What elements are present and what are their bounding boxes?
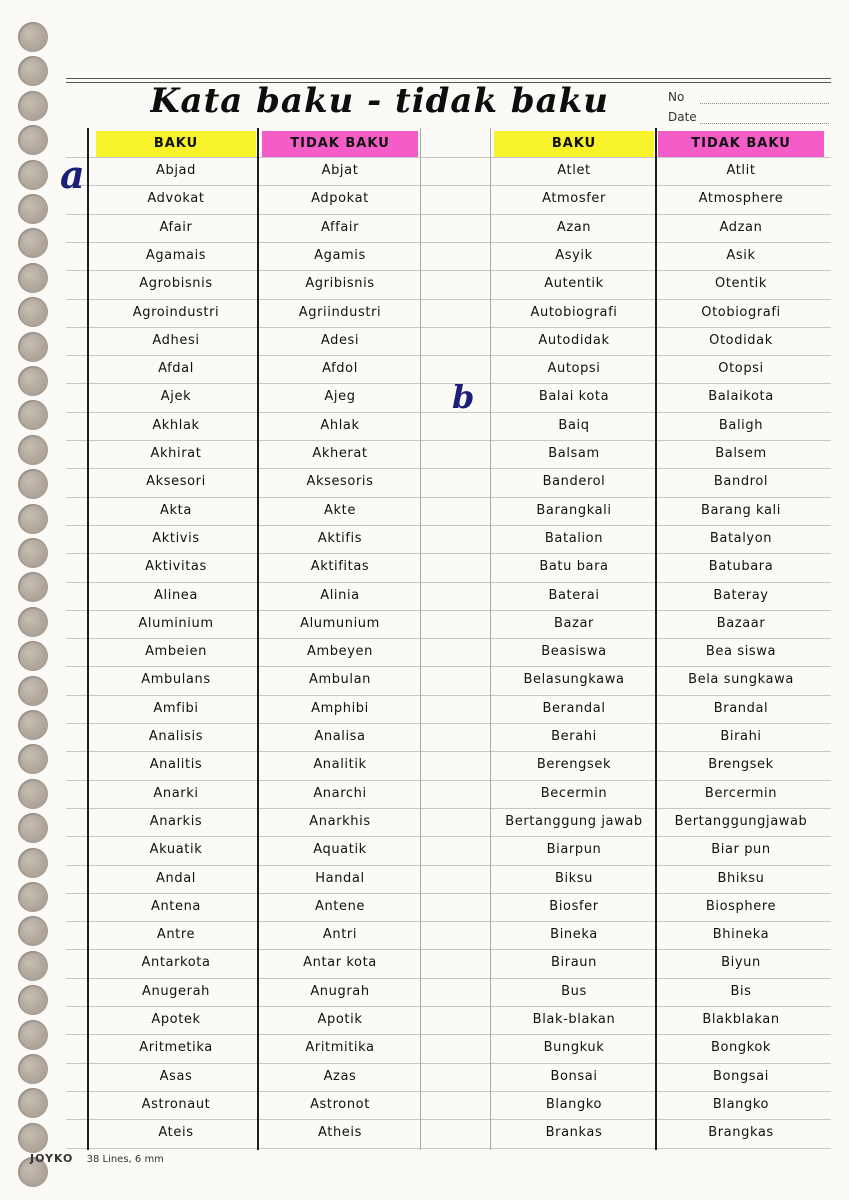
binder-hole [18,435,48,465]
left-baku-word: Analitis [149,757,203,772]
right-baku-word: Autobiografi [530,305,618,320]
binder-hole [18,297,48,327]
binder-hole [18,813,48,843]
section-letter-a: a [60,152,85,197]
left-baku-word: Akuatik [149,842,203,857]
left-baku-word: Andal [156,871,196,886]
binder-hole [18,1088,48,1118]
right-tidak-baku-word: Biar pun [711,842,771,857]
left-baku-word: Antre [156,927,196,942]
binder-hole [18,469,48,499]
left-tidak-baku-word: Analisa [314,729,366,744]
right-tidak-baku-word: Brangkas [708,1125,774,1140]
page-footer [30,1152,164,1165]
left-tidak-baku-word: Agamis [314,248,366,263]
right-baku-word: Azan [556,220,592,235]
date-line [700,123,829,124]
left-baku-word: Agamais [145,248,207,263]
binder-hole [18,366,48,396]
right-tidak-baku-word: Barang kali [701,503,781,518]
right-baku-word: Baiq [558,418,590,433]
left-baku-word: Abjad [156,163,196,178]
left-tidak-baku-word: Afdol [322,361,358,376]
right-tidak-baku-word: Bhineka [712,927,770,942]
left-tidak-baku-word: Anarkhis [309,814,371,829]
left-baku-word: Adhesi [152,333,200,348]
left-baku-word: Anarkis [149,814,203,829]
left-baku-word: Advokat [147,191,205,206]
right-baku-word: Atlet [557,163,591,178]
left-tidak-baku-word: Antene [314,899,366,914]
binder-hole [18,676,48,706]
right-tidak-baku-word: Bazaar [716,616,766,631]
binder-hole [18,641,48,671]
right-tidak-baku-word: Otodidak [709,333,773,348]
right-baku-word: Blangko [545,1097,603,1112]
paper-spec: 38 Lines, 6 mm [86,1154,164,1165]
right-baku-word: Autopsi [547,361,601,376]
left-baku-word: Akhlak [152,418,200,433]
right-tidak-baku-word: Biosphere [705,899,777,914]
binder-hole [18,951,48,981]
left-tidak-baku-word: Aktifitas [310,559,370,574]
right-baku-word: Bungkuk [543,1040,605,1055]
left-baku-word: Ambulans [141,672,211,687]
left-tidak-baku-word: Adpokat [311,191,369,206]
right-baku-word: Balai kota [538,389,610,404]
right-tidak-baku-word: Atlit [726,163,756,178]
left-tidak-baku-word: Ajeg [324,389,356,404]
no-label: No [668,90,685,104]
left-tidak-baku-word: Aritmitika [305,1040,375,1055]
binder-hole [18,400,48,430]
left-tidak-baku-word: Atheis [318,1125,362,1140]
left-column-divider [257,128,259,1150]
left-baku-word: Antarkota [141,955,211,970]
right-baku-word: Banderol [542,474,606,489]
left-baku-word: Aktivis [152,531,200,546]
page-title: Kata baku - tidak baku [150,81,609,121]
left-tidak-baku-word: Ambulan [308,672,372,687]
left-baku-word: Amfibi [153,701,199,716]
right-tidak-baku-word: Batalyon [709,531,773,546]
left-baku-word: Afdal [158,361,194,376]
binder-hole [18,332,48,362]
right-tidak-baku-word: Bateray [713,588,769,603]
right-tidak-baku-word: Bhiksu [717,871,765,886]
right-baku-word: Bus [561,984,587,999]
left-tidak-baku-word: Aquatik [313,842,367,857]
left-tidak-baku-word: Antar kota [303,955,377,970]
right-baku-word: Berandal [542,701,606,716]
page-top-rule [66,78,831,79]
left-tidak-baku-word: Aktifis [317,531,363,546]
left-tidak-baku-word: Affair [320,220,360,235]
right-tidak-baku-word: Brengsek [708,757,774,772]
right-baku-word: Biksu [554,871,594,886]
right-tidak-baku-word: Balsem [715,446,767,461]
right-tidak-baku-word: Atmosphere [698,191,784,206]
left-baku-word: Aksesori [146,474,206,489]
right-tidak-baku-word: Bis [730,984,752,999]
left-tidak-baku-word: Aksesoris [306,474,374,489]
right-column-divider [655,128,657,1150]
left-table-edge [420,128,421,1150]
binder-hole [18,779,48,809]
right-tidak-baku-word: Balaikota [708,389,774,404]
date-label: Date [668,110,697,124]
right-tidak-baku-word: Baligh [718,418,764,433]
right-tidak-baku-word: Biyun [721,955,761,970]
binder-hole [18,263,48,293]
right-tidak-baku-word: Bongsai [713,1069,769,1084]
binder-hole [18,538,48,568]
left-baku-word: Anugerah [142,984,210,999]
left-baku-word: Aluminium [138,616,214,631]
left-tidak-baku-word: Alumunium [300,616,380,631]
binder-hole [18,91,48,121]
right-baku-word: Batalion [544,531,604,546]
right-baku-word: Autentik [544,276,604,291]
right-tidak-baku-word: Blakblakan [702,1012,780,1027]
left-baku-word: Akhirat [150,446,202,461]
left-baku-word: Aktivitas [145,559,207,574]
ruled-line [66,1148,831,1149]
binder-hole [18,916,48,946]
right-baku-word: Berengsek [536,757,612,772]
right-table-edge [490,128,491,1150]
header-baku-left: BAKU [96,131,256,157]
binder-hole [18,194,48,224]
binder-hole [18,848,48,878]
binder-hole [18,744,48,774]
left-baku-word: Analisis [148,729,204,744]
binder-hole [18,22,48,52]
left-tidak-baku-word: Alinia [320,588,360,603]
binder-hole [18,985,48,1015]
right-baku-word: Bertanggung jawab [505,814,643,829]
left-tidak-baku-word: Analitik [313,757,367,772]
binder-hole [18,160,48,190]
left-baku-word: Agroindustri [132,305,220,320]
header-tidak-baku-left: TIDAK BAKU [262,131,418,157]
left-tidak-baku-word: Agriindustri [298,305,382,320]
left-tidak-baku-word: Akte [324,503,356,518]
right-baku-word: Autodidak [538,333,610,348]
right-baku-word: Batu bara [539,559,609,574]
brand-logo: JOYKO [30,1152,74,1165]
left-baku-word: Apotek [151,1012,201,1027]
binder-hole [18,607,48,637]
left-baku-word: Anarki [153,786,199,801]
right-tidak-baku-word: Bandrol [713,474,769,489]
right-tidak-baku-word: Adzan [719,220,763,235]
left-tidak-baku-word: Ahlak [320,418,360,433]
left-tidak-baku-word: Amphibi [311,701,369,716]
right-tidak-baku-word: Bertanggungjawab [674,814,808,829]
right-tidak-baku-word: Otentik [714,276,767,291]
right-baku-word: Atmosfer [542,191,606,206]
left-baku-word: Agrobisnis [139,276,213,291]
right-baku-word: Brankas [545,1125,603,1140]
binder-hole [18,572,48,602]
header-baku-right: BAKU [494,131,654,157]
right-baku-word: Belasungkawa [523,672,625,687]
left-baku-word: Afair [159,220,193,235]
left-tidak-baku-word: Anarchi [313,786,367,801]
header-tidak-baku-right: TIDAK BAKU [658,131,824,157]
binder-hole [18,882,48,912]
binder-holes [18,22,52,1182]
right-tidak-baku-word: Blangko [712,1097,770,1112]
left-tidak-baku-word: Abjat [321,163,359,178]
left-tidak-baku-word: Azas [323,1069,357,1084]
right-baku-word: Biarpun [546,842,602,857]
right-tidak-baku-word: Bea siswa [705,644,777,659]
left-tidak-baku-word: Adesi [320,333,360,348]
right-tidak-baku-word: Batubara [708,559,774,574]
right-baku-word: Asyik [555,248,593,263]
left-tidak-baku-word: Ambeyen [307,644,373,659]
right-baku-word: Barangkali [536,503,612,518]
left-baku-word: Ajek [160,389,192,404]
right-tidak-baku-word: Otobiografi [701,305,781,320]
right-tidak-baku-word: Birahi [720,729,762,744]
left-tidak-baku-word: Anugrah [310,984,370,999]
no-line [700,103,829,104]
right-baku-word: Blak-blakan [532,1012,616,1027]
left-tidak-baku-word: Astronot [310,1097,370,1112]
binder-hole [18,504,48,534]
binder-hole [18,1054,48,1084]
right-tidak-baku-word: Bongkok [710,1040,772,1055]
right-baku-word: Biosfer [549,899,599,914]
right-baku-word: Balsam [548,446,600,461]
left-baku-word: Alinea [154,588,198,603]
right-baku-word: Baterai [548,588,600,603]
left-baku-word: Astronaut [141,1097,211,1112]
left-tidak-baku-word: Akherat [312,446,368,461]
left-tidak-baku-word: Apotik [317,1012,363,1027]
right-baku-word: Bineka [550,927,598,942]
right-baku-word: Bazar [553,616,595,631]
left-baku-word: Akta [160,503,192,518]
binder-hole [18,1123,48,1153]
right-baku-word: Berahi [551,729,597,744]
left-baku-word: Antena [150,899,202,914]
right-baku-word: Biraun [551,955,597,970]
right-tidak-baku-word: Bela sungkawa [688,672,794,687]
left-tidak-baku-word: Agribisnis [305,276,375,291]
right-baku-word: Bonsai [550,1069,598,1084]
binder-hole [18,56,48,86]
left-baku-word: Ambeien [145,644,207,659]
left-tidak-baku-word: Antri [322,927,358,942]
left-margin-line [87,128,89,1150]
left-tidak-baku-word: Handal [315,871,365,886]
right-tidak-baku-word: Brandal [713,701,769,716]
right-tidak-baku-word: Otopsi [718,361,764,376]
right-baku-word: Becermin [540,786,608,801]
left-baku-word: Asas [159,1069,193,1084]
binder-hole [18,710,48,740]
right-baku-word: Beasiswa [541,644,607,659]
left-baku-word: Ateis [158,1125,194,1140]
binder-hole [18,228,48,258]
section-letter-b: b [452,378,475,416]
binder-hole [18,125,48,155]
right-tidak-baku-word: Bercermin [704,786,778,801]
binder-hole [18,1020,48,1050]
left-baku-word: Aritmetika [139,1040,213,1055]
right-tidak-baku-word: Asik [726,248,756,263]
